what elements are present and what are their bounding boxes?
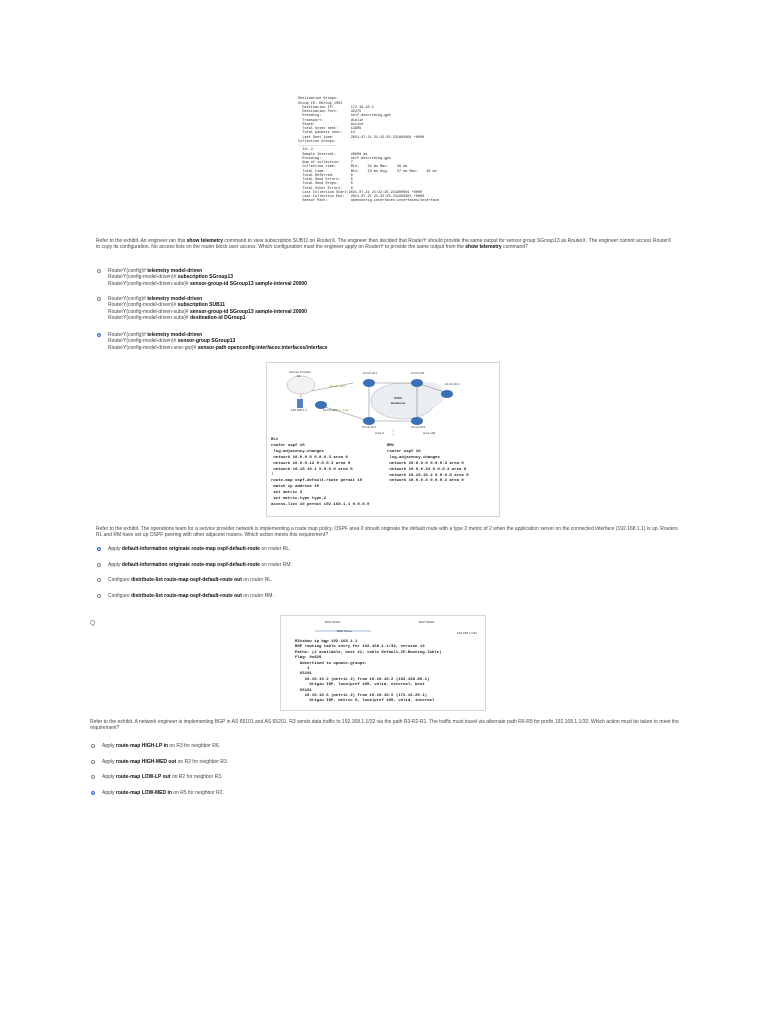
radio-button[interactable] [91,744,95,748]
bgp-show-output: R3#show ip bgp 192.168.1.1 BGP routing table entry for 192.168.1.1/32, version 14 Paths: (2 available, best #1, table Default-IP-Routing-Table) Flag: 0x820 Advertised to update-groups: 1 65101 10.10.10.2 (metric 2) from 10.10.10.2 (192.168.80.1) Origin IGP, localpref 100, valid, external, best 65101 10.10.10.6 (metric 2) from 10.10.10.6 (172.16.20.1) Origin IGP, metric 0, localpref 100, valid, internal [295,640,442,704]
question-text-part: command to view subscription SUB11 on RouterX. The engineer then decided that RouterY should provide the same output for sensor group SGroup13 as RouterX. The engineer cannot access RouterX to copy its configuration. No access lists on the router block user access. Which configuration must the engineer apply on RouterY to provide the same output from the [96,238,672,251]
radio-button[interactable] [97,269,101,273]
radio-button[interactable] [91,775,95,779]
provider-label: Service Provider [289,370,312,374]
area-label: Area 100 [423,431,436,435]
code-line: Total Send Errors: 0 [294,178,353,182]
code-line: Num of collection: 7 [294,161,353,165]
exhibit-telemetry-output [290,90,482,230]
network-label: 10.0.0.6/2 [411,371,425,375]
network-label: 192.168.1.1/32 [457,631,478,635]
radio-button[interactable] [97,297,101,301]
network-label: 10.10.10.4 [445,382,460,386]
question-text-part: Refer to the exhibit. An engineer ran this [96,238,187,244]
radio-button[interactable] [91,760,95,764]
code-line: Total bytes sent: 13909 [294,127,362,131]
code-line: Sample Interval: 20000 ms [294,152,368,157]
exhibit-ospf-diagram [266,362,500,517]
area-label: Area 0 [375,431,384,435]
network-label: 10.10.10.1 [363,371,378,375]
ospf-topology-diagram [267,363,499,437]
q3-option-b[interactable]: Apply route-map HIGH-MED out on R2 for neighbor R3. [91,759,591,765]
backbone-label: Backbone [391,401,406,405]
network-label: 10.10.10.5 [411,425,426,429]
code-line: Last Sent time: 2021-07-21 21:32:25.231964001 +0000 [294,135,425,140]
q1-option-c[interactable]: RouterY(config)# telemetry model-driven RouterY(config-model-driven)# sensor-group SGroup13 RouterY(config-model-driven-snsr-grp)# sensor-path openconfig-interfaces:interfaces/interface [97,332,597,351]
code-line: Id: 2 [294,148,313,153]
q1-option-a[interactable]: RouterY(config)# telemetry model-driven RouterY(config-model-driven)# subscription SGroup13 RouterY(config-model-driven-subs)# sensor-group-id SGroup13 sample-interval 20000 [97,268,597,287]
q2-option-d[interactable]: Configure distribute-list route-map ospf-default-route out on router RM. [97,593,597,599]
code-line: Destination IP: 172.16.10.1 [294,105,374,110]
code-line: Last Collection Start:2021-07-21 21:32:25.231900001 +0000 [294,190,423,195]
link-label: Not to scale [333,408,349,412]
provider-cloud [287,376,315,394]
radio-button-selected[interactable] [91,791,95,795]
router-icon [441,390,453,398]
q2-option-a[interactable]: Apply default-information originate route-map ospf-default-route on router RL. [97,546,597,552]
code-line: Sensor Path: openconfig-interfaces:interfaces/interface [294,199,439,204]
radio-button[interactable] [97,594,101,598]
ospf-label: OSPF [394,396,403,400]
code-line: ------------------ [294,144,337,148]
q3-option-c[interactable]: Apply route-map LOW-LP out on R2 for neighbor R3. [91,774,591,780]
stray-mark: Q [90,620,96,627]
code-line: Total Deferred: 0 [294,173,353,178]
exhibit-bgp-output [280,615,486,711]
code-line: Destination Groups: [294,97,339,102]
code-line: Last Collection End: 2021-07-21 21:32:25.231956001 +0000 [294,195,425,199]
question-3-text: Refer to the exhibit. A network engineer is implementing BGP in AS 65101 and AS 65201. R3 sends data traffic to 192.168.1.1/32 via the path R3-R2-R1. The traffic must travel via alternate path R6-R5 for prefix 192.168.1.1/32. Which action must be taken to meet the requirement? [90,719,679,732]
radio-button[interactable] [97,578,101,582]
q3-option-a[interactable]: Apply route-map HIGH-LP in on R3 for neighbor R6. [91,743,591,749]
bgp-topology-strip [281,616,485,638]
as-label: BGP 65201 [419,620,435,624]
code-line: Destination Port: 32475 [294,110,362,114]
question-text-part: command? [501,244,528,251]
network-label: 10.10.10.5 [323,408,338,412]
code-line: Collection time: Min: 32 ms Max: 39 ms [294,165,408,170]
code-line: Total Other Errors: 0 [294,186,353,191]
code-line: Total packets sent: 14 [294,131,355,136]
q2-option-b[interactable]: Apply default-information originate route-map ospf-default-route on router RM. [97,562,597,568]
question-text-bold: show telemetry [186,238,224,244]
question-2-text: Refer to the exhibit. The operations team for a service provider network is implementing a route map policy. OSPF area 0 should originate the default route with a type 2 metric of 2 when the application server on the connected interface (192.168.1.1) is up. Routers RL and RM have set up OSPF peering with other adjacent routers. Which action meets this requirement? [96,526,678,539]
question-text-bold: show telemetry [465,244,502,251]
code-line: Encoding: self-describing-gpb [294,114,391,119]
network-label: 10.10.10.1 [362,425,377,429]
telemetry-output [290,90,482,215]
rm-config: RM# router ospf 10 log-adjacency-changes network 10.0.0.0 0.0.0.3 area 0 network 10.0.0.24 0.0.0.3 area 0 network 10.10.10.2 0.0.0.0 area 0 network 10.0.0.4 0.0.0.3 area 0 [387,444,469,484]
code-line: State: Active [294,122,364,127]
radio-button-selected[interactable] [97,547,101,551]
code-line: Total Send Drops: 0 [294,182,353,187]
radio-button-selected[interactable] [97,333,101,337]
radio-button[interactable] [97,563,101,567]
code-line: Group ID: DGroup_1001 [294,101,343,106]
as-label: BGP 65101 [325,620,341,624]
router-label: R1 [297,374,301,378]
router-icon [363,417,375,425]
question-1-text [96,238,676,250]
q2-option-c[interactable]: Configure distribute-list route-map ospf-default-route out on router RL. [97,577,597,583]
server-icon [297,399,303,408]
code-line: Total time: Min: 34 ms Avg: 37 ms Max: 40 ms [294,169,437,174]
router-icon [411,379,423,387]
q3-option-d[interactable]: Apply route-map LOW-MED in on R5 for neighbor R2. [91,790,591,796]
router-icon [363,379,375,387]
rl-config: RL# router ospf 10 log-adjacency-changes network 10.0.0.0 0.0.0.3 area 0 network 10.0.0.12 0.0.0.3 area 0 network 10.10.10.1 0.0.0.0 area 0 ! route-map ospf-default-route permit 10 match ip address 10 set metric 2 set metric-type type-2 access-list 10 permit 192.168.1.1 0.0.0.0 [271,438,370,507]
link-label: default route [329,384,346,388]
server-label: 192.168.1.1 [291,408,307,412]
peers-label: BGP Peers [337,629,352,633]
code-line: Encoding: self-describing-gpb [294,156,391,161]
code-line: Collection Groups: [294,139,337,144]
router-icon [411,417,423,425]
q1-option-b[interactable]: RouterY(config)# telemetry model-driven RouterY(config-model-driven)# subscription SUB11 RouterY(config-model-driven-subs)# sensor-group-id SGroup13 sample-interval 20000 RouterY(config-model-driven-subs)# destination-id DGroup1 [97,296,597,321]
code-line: Transport: dialin [294,118,364,123]
